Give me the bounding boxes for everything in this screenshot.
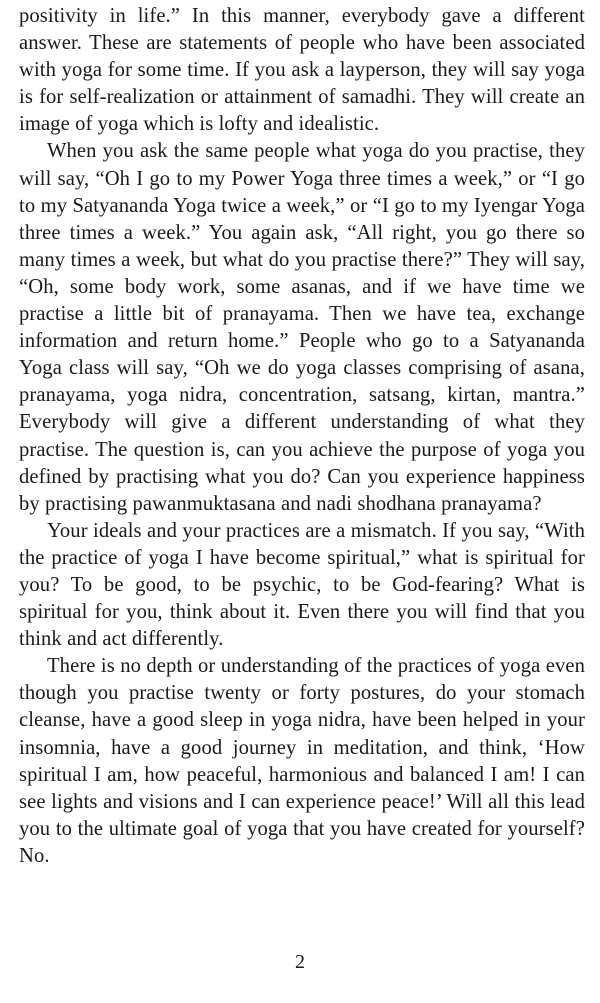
paragraph-practice-question: When you ask the same people what yoga do you practise, they will say, “Oh I go to my Power Yoga three times a week,” or “I go to my Satyananda Yoga twice a week,” or “I go to my Iyengar Yoga three times a week.” You again ask, “All right, you go there so many times a week, but what do you practise there?” They will say, “Oh, some body work, some asanas, and if we have time we practise a little bit of pranayama. Then we have tea, exchange information and return home.” People who go to a Satyananda Yoga class will say, “Oh we do yoga classes comprising of asana, pranayama, yoga nidra, concentration, satsang, kirtan, mantra.” Everybody will give a different understanding of what they practise. The question is, can you achieve the purpose of yoga you defined by practising what you do? Can you experience happiness by practising pawanmuktasana and nadi shodhana pranayama? bbox=[19, 140, 585, 515]
paragraph-no-depth: There is no depth or understanding of the practices of yoga even though you practise twenty or forty postures, do your stomach cleanse, have a good sleep in yoga nidra, have been helped in your insomnia, have a good journey in meditation, and think, ‘How spiritual I am, how peaceful, harmonious and balanced I am! I can see lights and visions and I can experience peace!’ Will all this lead you to the ultimate goal of yoga that you have created for yourself? No. bbox=[19, 655, 585, 867]
paragraph-ideals-mismatch: Your ideals and your practices are a mismatch. If you say, “With the practice of yoga I have become spiritual,” what is spiritual for you? To be good, to be psychic, to be God-fearing? What is spiritual for you, think about it. Even there you will find that you think and act differently. bbox=[19, 519, 585, 651]
paragraph-continued: positivity in life.” In this manner, everybody gave a different answer. These are statements of people who have been associated with yoga for some time. If you ask a layperson, they will say yoga is for self-realization or attainment of samadhi. They will create an image of yoga which is lofty and idealistic. bbox=[19, 5, 585, 136]
page-number: 2 bbox=[295, 951, 305, 973]
page-body bbox=[19, 3, 585, 870]
